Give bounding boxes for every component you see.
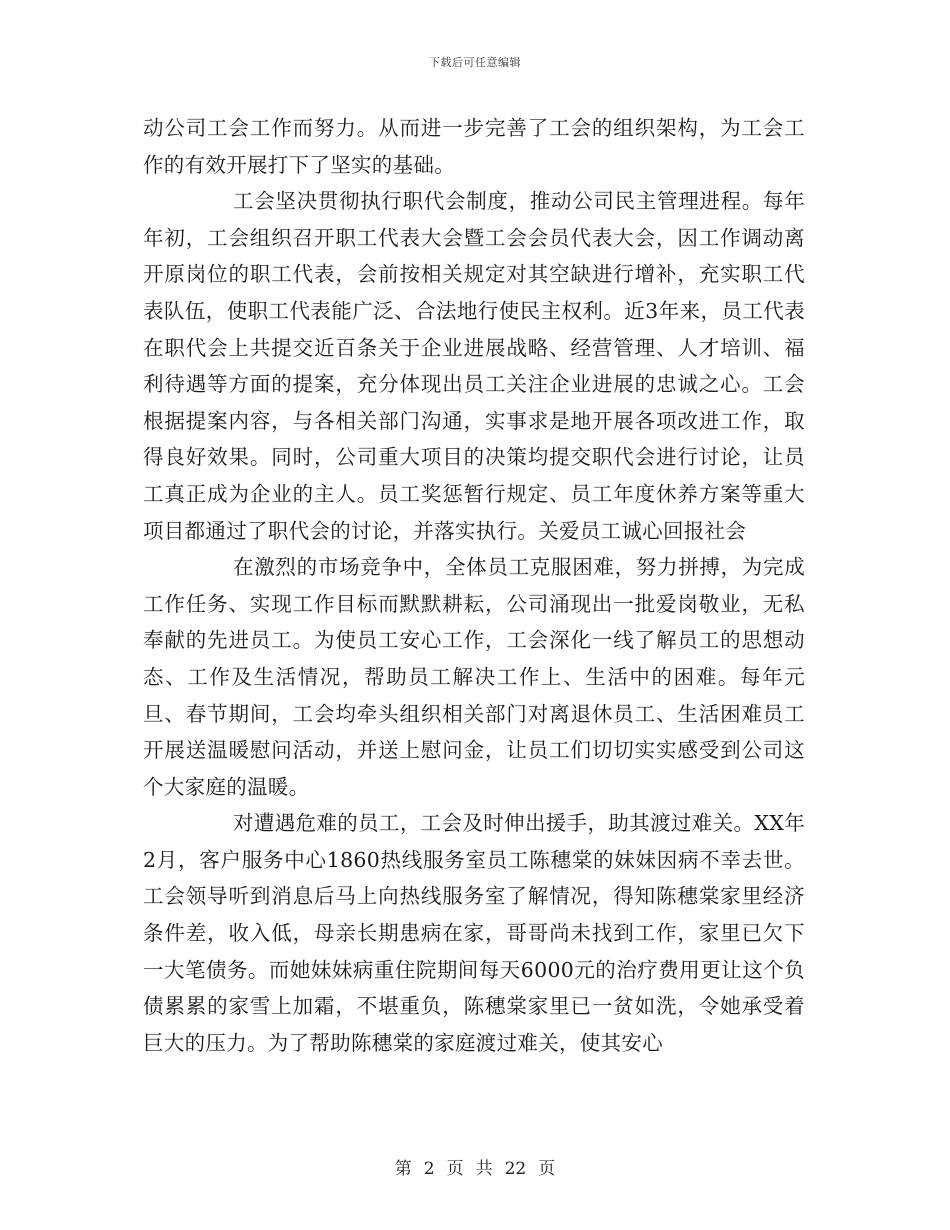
document-body [143,110,805,1061]
paragraph-3: 在激烈的市场竞争中，全体员工克服困难，努力拼搏，为完成工作任务、实现工作目标而默默耕耘，公司涌现出一批爱岗敬业，无私奉献的先进员工。为使员工安心工作，工会深化一线了解员工的思想动态、工作及生活情况，帮助员工解决工作上、生活中的困难。每年元旦、春节期间，工会均牵头组织相关部门对离退休员工、生活困难员工开展送温暖慰问活动，并送上慰问金，让员工们切切实实感受到公司这个大家庭的温暖。 [143,555,805,799]
paragraph-2: 工会坚决贯彻执行职代会制度，推动公司民主管理进程。每年年初，工会组织召开职工代表大会暨工会会员代表大会，因工作调动离开原岗位的职工代表，会前按相关规定对其空缺进行增补，充实职工代表队伍，使职工代表能广泛、合法地行使民主权利。近3年来，员工代表在职代会上共提交近百条关于企业进展战略、经营管理、人才培训、福利待遇等方面的提案，充分体现出员工关注企业进展的忠诚之心。工会根据提案内容，与各相关部门沟通，实事求是地开展各项改进工作，取得良好效果。同时，公司重大项目的决策均提交职代会进行讨论，让员工真正成为企业的主人。员工奖惩暂行规定、员工年度休养方案等重大项目都通过了职代会的讨论，并落实执行。关爱员工诚心回报社会 [143,189,805,543]
footer-total-pages: 22 [504,1159,527,1179]
paragraph-1: 动公司工会工作而努力。从而进一步完善了工会的组织架构，为工会工作的有效开展打下了坚实的基础。 [143,116,805,177]
page-header-note: 下载后可任意编辑 [429,56,521,69]
footer-total-label: 共 [475,1159,493,1179]
footer-middle: 页 [446,1159,464,1179]
footer-suffix: 页 [538,1159,556,1179]
footer-page-number: 2 [423,1159,435,1179]
paragraph-4: 对遭遇危难的员工，工会及时伸出援手，助其渡过难关。XX年2月，客户服务中心1860热线服务室员工陈穗棠的妹妹因病不幸去世。工会领导听到消息后马上向热线服务室了解情况，得知陈穗棠家里经济条件差，收入低，母亲长期患病在家，哥哥尚未找到工作，家里已欠下一大笔债务。而她妹妹病重住院期间每天6000元的治疗费用更让这个负债累累的家雪上加霜，不堪重负，陈穗棠家里已一贫如洗，令她承受着巨大的压力。为了帮助陈穗棠的家庭渡过难关，使其安心 [143,811,805,1055]
footer-prefix: 第 [394,1159,412,1179]
page-footer [0,1154,950,1179]
